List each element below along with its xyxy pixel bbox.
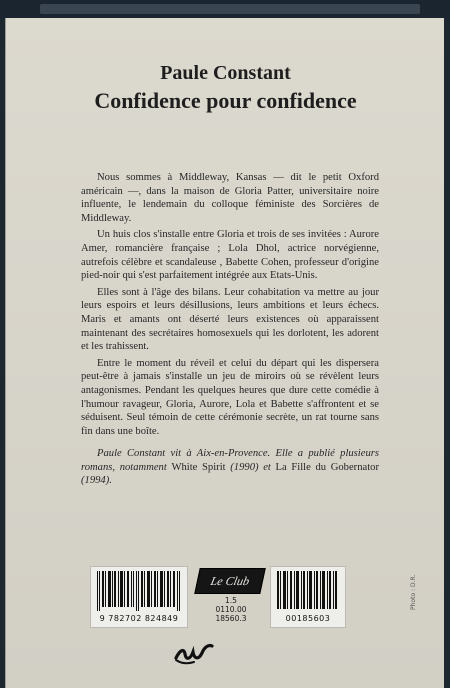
code-line-2: 0110.00 — [215, 605, 247, 614]
blurb-paragraph-1: Nous sommes à Middleway, Kansas — dit le petit Oxford américain —, dans la maison de Gloria Patter, universitaire noire influente, le lendemain du colloque féministe des Sorcières de Middleway. — [81, 172, 379, 224]
code-line-1: 1.5 — [225, 596, 237, 605]
bio-part-1: Paule Constant vit à Aix-en-Provence. Elle a publié plusieurs romans, notamment — [81, 448, 379, 473]
isbn-barcode-bars — [97, 571, 181, 611]
photo-credit: Photo : D.R. — [410, 574, 417, 610]
bio-work-1: White Spirit — [171, 461, 226, 473]
price-codes — [203, 596, 259, 623]
book-title: Confidence pour confidence — [94, 88, 357, 113]
internal-barcode-bars — [277, 571, 339, 611]
top-edge — [0, 0, 450, 18]
blurb-paragraph-2: Un huis clos s'installe entre Gloria et trois de ses invitées : Aurore Amer, romancière française ; Lola Dhol, actrice norvégienne, autrefois célèbre et scandaleuse , Babette Cohen, professeur d'origine pied-noir qui s'est parfaitement intégrée aux Etats-Unis. — [81, 229, 379, 282]
isbn-digits: 9 782702 824849 — [99, 614, 179, 623]
internal-digits: 00185603 — [285, 614, 331, 623]
code-line-3: 18560.3 — [215, 614, 247, 623]
blurb-paragraph-4: Entre le moment du réveil et celui du départ qui les dispersera peut-être à jamais s'installe un jeu de miroirs où se révèlent leurs antagonismes. Pendant les quelques heures que dure cette comédie à l'humour ravageur, Gloria, Aurore, Lola et Babette s'affrontent et se séduisent. Seul témoin de cette cérémonie secrète, un rat tourne sans fin dans une boîte. — [81, 357, 379, 437]
bio-part-3: (1994). — [81, 475, 112, 487]
blurb-paragraph-3: Elles sont à l'âge des bilans. Leur cohabitation va mettre au jour leurs espoirs et leurs désillusions, leurs ambitions et leurs échecs. Maris et amants ont déserté leurs existences où apparaissent maintenant des secrétaires homosexuels qui les dorlotent, les adorent et les trahissent. — [81, 286, 379, 353]
bio-part-2: (1990) et — [225, 461, 276, 473]
publisher-logo: Le Club — [194, 568, 266, 594]
author-bio — [81, 447, 379, 488]
isbn-barcode — [90, 566, 188, 628]
bio-work-2: La Fille du Gobernator — [275, 461, 379, 473]
author-name: Paule Constant — [160, 62, 291, 84]
blurb-text — [81, 171, 379, 491]
internal-barcode — [270, 566, 346, 628]
top-strip — [40, 4, 420, 14]
publisher-mark-icon — [172, 636, 216, 668]
